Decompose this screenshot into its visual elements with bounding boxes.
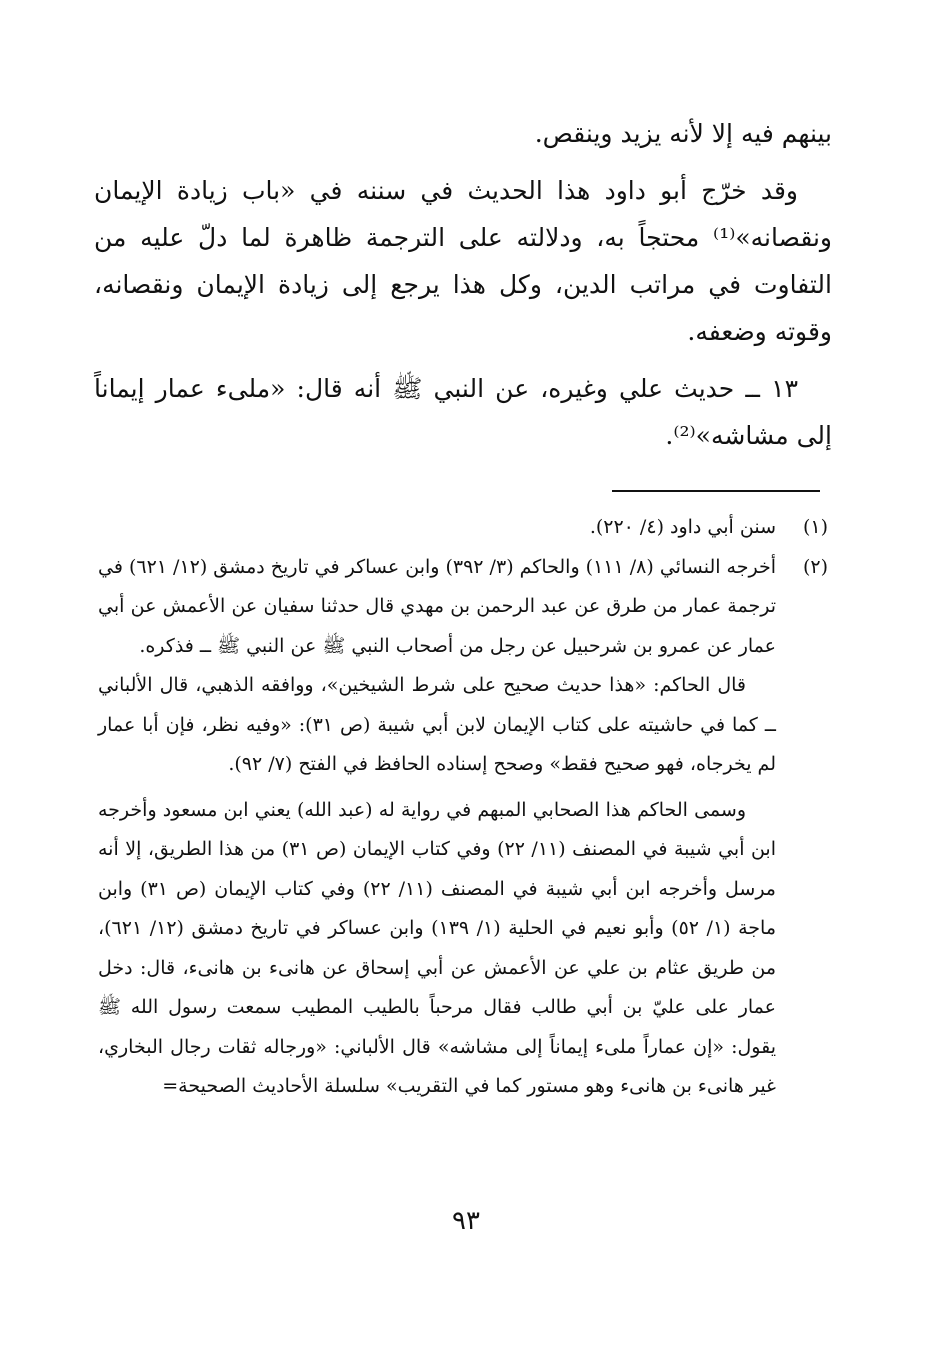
footnote-2-paragraph-1: أخرجه النسائي (٨/ ١١١) والحاكم (٣/ ٣٩٢) وابن عساكر في تاريخ دمشق (١٢/ ٦٢١) في ترجمة عمار من طرق عن عبد الرحمن بن مهدي قال حدثنا سفيان عن الأعمش عن أبي عمار عن عمرو بن شرحبيل عن رجل من أصحاب النبي ﷺ عن النبي ﷺ ــ فذكره.	[97, 555, 776, 657]
footnote-2	[98, 548, 828, 1107]
footnote-1	[98, 508, 828, 548]
main-paragraph-3: ١٣ ــ حديث علي وغيره، عن النبي ﷺ أنه قال: «ملىء عمار إيماناً إلى مشاشه»⁽²⁾.	[94, 374, 832, 450]
main-text	[94, 110, 832, 459]
footnote-1-text: سنن أبي داود (٤/ ٢٢٠).	[589, 516, 776, 538]
footnotes	[98, 508, 828, 1107]
page-number: ٩٣	[452, 1206, 480, 1236]
footnote-separator	[612, 490, 820, 492]
main-paragraph-2: وقد خرّج أبو داود هذا الحديث في سننه في «باب زيادة الإيمان ونقصانه»⁽¹⁾ محتجاً به، ودلالته على الترجمة ظاهرة لما دلّ عليه من التفاوت في مراتب الدين، وكل هذا يرجع إلى زيادة الإيمان ونقصانه، وقوته وضعفه.	[94, 176, 832, 346]
main-paragraph-1: بينهم فيه إلا لأنه يزيد وينقص.	[534, 119, 832, 148]
footnote-2-paragraph-2: قال الحاكم: «هذا حديث صحيح على شرط الشيخين»، ووافقه الذهبي، قال الألباني ــ كما في حاشيته على كتاب الإيمان لابن أبي شيبة (ص ٣١): «وفيه نظر، فإن أبا عمار لم يخرجاه، فهو صحيح فقط» وصحح إسناده الحافظ في الفتح (٧/ ٩٢).	[98, 674, 776, 775]
footnote-2-number: (٢)	[802, 555, 828, 578]
footnote-1-number: (١)	[802, 516, 828, 538]
footnote-2-paragraph-3: وسمى الحاكم هذا الصحابي المبهم في رواية له (عبد الله) يعني ابن مسعود وأخرجه ابن أبي شيبة في المصنف (١١/ ٢٢) وفي كتاب الإيمان (ص ٣١) من هذا الطريق، إلا أنه مرسل وأخرجه ابن أبي شيبة في المصنف (١١/ ٢٢) وفي كتاب الإيمان (ص ٣١) وابن ماجة (١/ ٥٢) وأبو نعيم في الحلية (١/ ١٣٩) وابن عساكر في تاريخ دمشق (١٢/ ٦٢١)، من طريق عثام بن علي عن الأعمش عن أبي إسحاق عن هانىء بن هانىء، قال: دخل عمار على عليّ بن أبي طالب فقال مرحباً بالطيب المطيب سمعت رسول الله ﷺ يقول: «إن عماراً ملىء إيماناً إلى مشاشه» قال الألباني: «ورجاله ثقات رجال البخاري، غير هانىء بن هانىء وهو مستور كما في التقريب» سلسلة الأحاديث الصحيحة=	[98, 798, 776, 1097]
